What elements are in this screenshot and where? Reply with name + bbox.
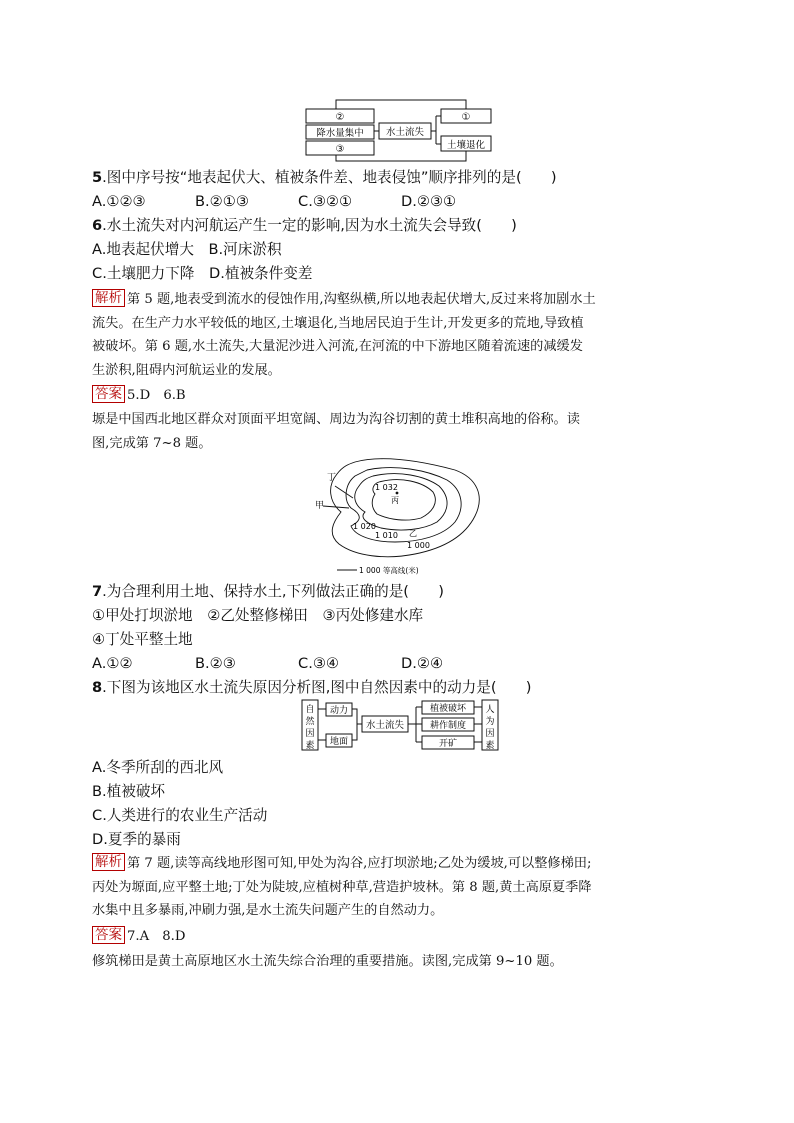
question-6-options-1: A.地表起伏增大 B.河床淤积: [92, 241, 282, 258]
fig1-box1: ①: [461, 112, 471, 123]
fig2-r3: 开矿: [438, 739, 458, 749]
question-8-option-b: B.植被破坏: [92, 783, 166, 800]
answer-5-6: 答案 5.D 6.B: [92, 384, 704, 408]
question-6: 6.水土流失对内河航运产生一定的影响,因为水土流失会导致( ): [92, 217, 517, 234]
fig2-dimian: 地面: [329, 737, 349, 747]
intro-9-10: 修筑梯田是黄土高原地区水土流失综合治理的重要措施。读图,完成第 9~10 题。: [92, 954, 563, 969]
fig1-center-left: 降水量集中: [316, 128, 364, 139]
fig2-left-factor: 自然因素: [305, 705, 315, 751]
question-6-options-2: C.土壤肥力下降 D.植被条件变差: [92, 265, 313, 282]
soil-erosion-cycle-diagram: [300, 94, 500, 166]
question-7: 7.为合理利用土地、保持水土,下列做法正确的是( ): [92, 583, 444, 600]
map-contour-1032: 1 032: [375, 483, 398, 492]
explanation-tag: 解析: [92, 853, 125, 871]
question-8-option-a: A.冬季所刮的西北风: [92, 759, 224, 776]
map-contour-1010: 1 010: [375, 531, 398, 540]
map-legend: 1 000 等高线(米): [359, 566, 419, 575]
fig2-dongli: 动力: [329, 706, 349, 716]
fig1-box3: ③: [335, 144, 345, 155]
map-label-bing: 丙: [391, 496, 399, 505]
answer-tag: 答案: [92, 385, 125, 403]
map-contour-1020: 1 020: [353, 522, 376, 531]
answer-7-8: 答案 7.A 8.D: [92, 925, 704, 949]
contour-map: [315, 456, 490, 578]
explanation-7-8: 解析 第 7 题,读等高线地形图可知,甲处为沟谷,应打坝淤地;乙处为缓坡,可以整修梯田; 丙处为塬面,应平整土地;丁处为陡坡,应植树种草,营造护坡林。第 8 题,黄土高原夏季降 水集中且多暴雨,冲刷力强,是水土流失问题产生的自然动力。: [92, 854, 592, 918]
map-label-jia: 甲: [315, 501, 325, 511]
fig1-center: 水土流失: [385, 127, 425, 138]
map-label-yi: 乙: [409, 529, 417, 538]
question-8-option-c: C.人类进行的农业生产活动: [92, 807, 268, 824]
question-8-option-d: D.夏季的暴雨: [92, 831, 181, 848]
question-5: 5.图中序号按“地表起伏大、植被条件差、地表侵蚀”顺序排列的是( ): [92, 169, 557, 186]
explanation-tag: 解析: [92, 289, 125, 307]
map-contour-1000: 1 000: [407, 541, 430, 550]
fig2-right-factor: 人为因素: [485, 705, 495, 751]
answer-tag: 答案: [92, 926, 125, 944]
map-label-ding: 丁: [327, 473, 337, 483]
fig1-right-bottom: 土壤退化: [446, 140, 486, 151]
question-7-statements-2: ④丁处平整土地: [92, 631, 193, 648]
fig1-box2: ②: [335, 112, 345, 123]
fig2-r2: 耕作制度: [429, 721, 467, 731]
question-5-options: A.①②③ B.②①③ C.③②① D.②③①: [92, 193, 457, 210]
question-8: 8.下图为该地区水土流失原因分析图,图中自然因素中的动力是( ): [92, 679, 532, 696]
intro-7-8: 塬是中国西北地区群众对顶面平坦宽阔、周边为沟谷切割的黄土堆积高地的俗称。读 图,完成第 7~8 题。: [92, 412, 580, 451]
fig2-r1: 植被破坏: [429, 704, 467, 714]
question-7-options: A.①② B.②③ C.③④ D.②④: [92, 655, 444, 672]
fig2-center: 水土流失: [365, 720, 405, 731]
explanation-5-6: 解析 第 5 题,地表受到流水的侵蚀作用,沟壑纵横,所以地表起伏增大,反过来将加剧水土 流失。在生产力水平较低的地区,土壤退化,当地居民迫于生计,开发更多的荒地,导致植 被破坏。第 6 题,水土流失,大量泥沙进入河流,在河流的中下游地区随着流速的减缓发 生淤积,阻碍内河航运业的发展。: [92, 290, 596, 378]
question-7-statements-1: ①甲处打坝淤地 ②乙处整修梯田 ③丙处修建水库: [92, 607, 424, 624]
erosion-cause-diagram: [300, 698, 506, 754]
